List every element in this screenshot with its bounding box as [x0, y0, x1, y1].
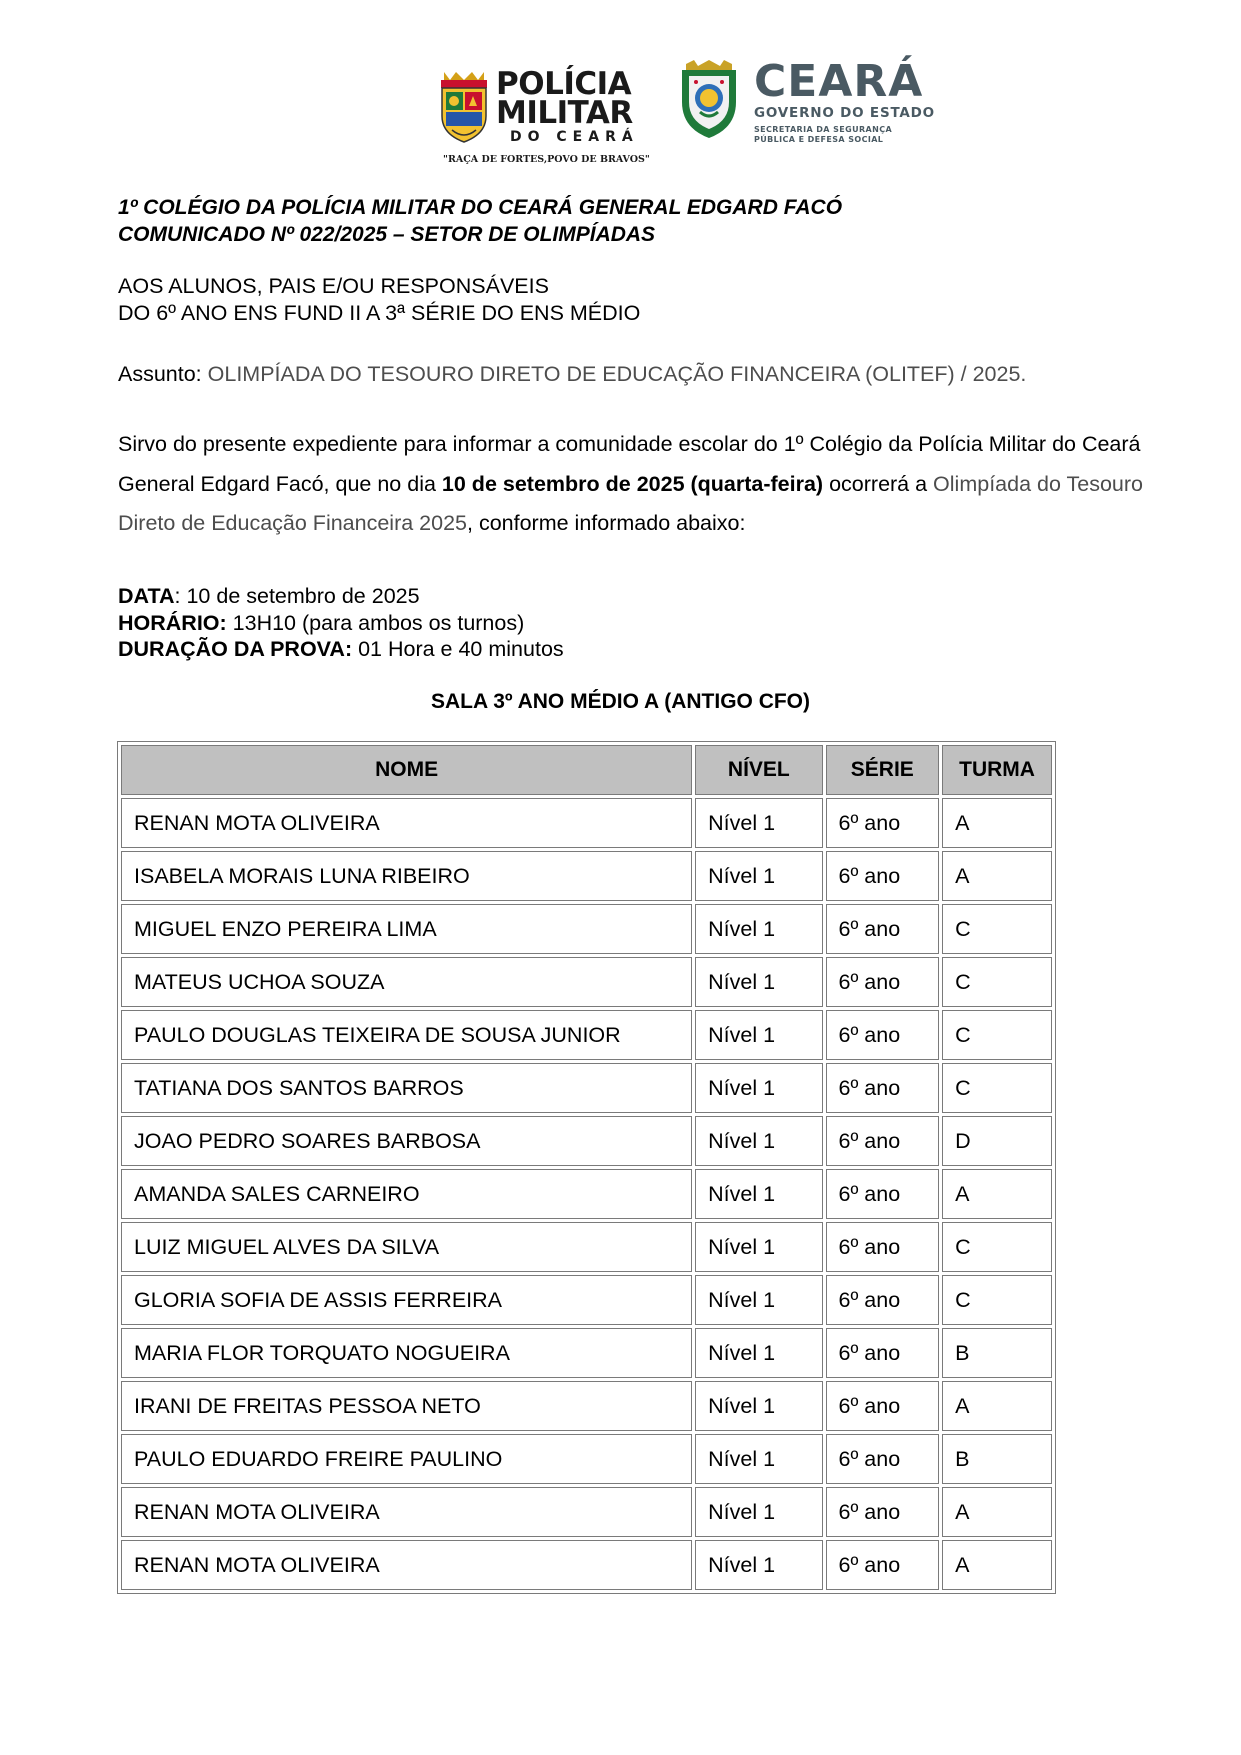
- pm-logo-motto: "RAÇA DE FORTES,POVO DE BRAVOS": [443, 154, 650, 165]
- cell-serie: 6º ano: [826, 1063, 940, 1113]
- ceara-wordmark: [754, 58, 935, 145]
- students-table: [117, 741, 1056, 1594]
- cell-turma: C: [942, 1010, 1052, 1060]
- cell-nome: PAULO DOUGLAS TEIXEIRA DE SOUSA JUNIOR: [121, 1010, 692, 1060]
- cell-nivel: Nível 1: [695, 1381, 822, 1431]
- cell-serie: 6º ano: [826, 851, 940, 901]
- cell-nivel: Nível 1: [695, 1222, 822, 1272]
- heading-line2: COMUNICADO Nº 022/2025 – SETOR DE OLIMPÍADAS: [118, 222, 656, 246]
- cell-nome: AMANDA SALES CARNEIRO: [121, 1169, 692, 1219]
- table-row: [121, 1063, 1052, 1113]
- cell-serie: 6º ano: [826, 1487, 940, 1537]
- cell-serie: 6º ano: [826, 1275, 940, 1325]
- cell-turma: A: [942, 798, 1052, 848]
- detail-duracao-value: 01 Hora e 40 minutos: [352, 637, 564, 661]
- table-row: [121, 1169, 1052, 1219]
- cell-nome: ISABELA MORAIS LUNA RIBEIRO: [121, 851, 692, 901]
- cell-nivel: Nível 1: [695, 1010, 822, 1060]
- cell-nome: MIGUEL ENZO PEREIRA LIMA: [121, 904, 692, 954]
- header-logos: [0, 58, 1241, 168]
- cell-turma: B: [942, 1328, 1052, 1378]
- cell-serie: 6º ano: [826, 1222, 940, 1272]
- paragraph-date: 10 de setembro de 2025 (quarta-feira): [441, 471, 824, 496]
- table-row: [121, 1540, 1052, 1590]
- table-row: [121, 1010, 1052, 1060]
- table-row: [121, 798, 1052, 848]
- body-paragraph: [118, 425, 1198, 544]
- cell-turma: C: [942, 1063, 1052, 1113]
- cell-serie: 6º ano: [826, 1328, 940, 1378]
- policia-militar-wordmark: [496, 66, 639, 145]
- cell-serie: 6º ano: [826, 1434, 940, 1484]
- cell-nivel: Nível 1: [695, 1540, 822, 1590]
- cell-nome: RENAN MOTA OLIVEIRA: [121, 1540, 692, 1590]
- cell-turma: A: [942, 1169, 1052, 1219]
- cell-nome: MARIA FLOR TORQUATO NOGUEIRA: [121, 1328, 692, 1378]
- cell-nivel: Nível 1: [695, 957, 822, 1007]
- cell-serie: 6º ano: [826, 904, 940, 954]
- exam-details: [118, 583, 564, 663]
- table-row: [121, 1222, 1052, 1272]
- cell-nivel: Nível 1: [695, 798, 822, 848]
- recipients-line2: DO 6º ANO ENS FUND II A 3ª SÉRIE DO ENS MÉDIO: [118, 300, 641, 325]
- cell-serie: 6º ano: [826, 1381, 940, 1431]
- document-heading: [118, 195, 842, 248]
- cell-turma: C: [942, 904, 1052, 954]
- pm-logo-line2: MILITAR: [496, 95, 633, 131]
- cell-nome: IRANI DE FREITAS PESSOA NETO: [121, 1381, 692, 1431]
- cell-serie: 6º ano: [826, 1010, 940, 1060]
- detail-data: [118, 583, 564, 610]
- cell-turma: C: [942, 1275, 1052, 1325]
- cell-nome: RENAN MOTA OLIVEIRA: [121, 1487, 692, 1537]
- detail-data-label: DATA: [118, 584, 175, 608]
- cell-turma: A: [942, 851, 1052, 901]
- cell-serie: 6º ano: [826, 957, 940, 1007]
- table-row: [121, 851, 1052, 901]
- cell-nome: GLORIA SOFIA DE ASSIS FERREIRA: [121, 1275, 692, 1325]
- pm-logo-line1: POLÍCIA: [496, 66, 632, 102]
- cell-nome: RENAN MOTA OLIVEIRA: [121, 798, 692, 848]
- cell-nivel: Nível 1: [695, 1275, 822, 1325]
- cell-nivel: Nível 1: [695, 851, 822, 901]
- cell-turma: D: [942, 1116, 1052, 1166]
- table-title: SALA 3º ANO MÉDIO A (ANTIGO CFO): [430, 690, 811, 713]
- cell-turma: A: [942, 1487, 1052, 1537]
- paragraph-part3: , conforme informado abaixo:: [467, 511, 746, 535]
- table-row: [121, 1328, 1052, 1378]
- cell-turma: B: [942, 1434, 1052, 1484]
- ceara-crest-icon: [676, 58, 742, 140]
- cell-nivel: Nível 1: [695, 1169, 822, 1219]
- table-row: [121, 904, 1052, 954]
- table-row: [121, 1116, 1052, 1166]
- ceara-logo-subtitle: GOVERNO DO ESTADO: [754, 105, 935, 121]
- header-nivel: NÍVEL: [695, 745, 822, 795]
- subject-text: OLIMPÍADA DO TESOURO DIRETO DE EDUCAÇÃO FINANCEIRA (OLITEF) / 2025.: [207, 362, 1027, 386]
- table-row: [121, 1381, 1052, 1431]
- cell-nivel: Nível 1: [695, 1434, 822, 1484]
- recipients-line1: AOS ALUNOS, PAIS E/OU RESPONSÁVEIS: [118, 274, 549, 298]
- policia-militar-logo: [438, 66, 650, 170]
- detail-horario-label: HORÁRIO:: [118, 610, 227, 635]
- cell-nome: LUIZ MIGUEL ALVES DA SILVA: [121, 1222, 692, 1272]
- ceara-logo-secretaria-line2: PÚBLICA E DEFESA SOCIAL: [754, 135, 884, 144]
- cell-nome: TATIANA DOS SANTOS BARROS: [121, 1063, 692, 1113]
- cell-turma: C: [942, 1222, 1052, 1272]
- cell-serie: 6º ano: [826, 798, 940, 848]
- header-serie: SÉRIE: [826, 745, 940, 795]
- table-body: [121, 798, 1052, 1590]
- recipients: [118, 273, 640, 326]
- detail-duracao-label: DURAÇÃO DA PROVA:: [118, 637, 353, 661]
- heading-line1: 1º COLÉGIO DA POLÍCIA MILITAR DO CEARÁ GENERAL EDGARD FACÓ: [118, 196, 843, 219]
- table-row: [121, 1487, 1052, 1537]
- cell-serie: 6º ano: [826, 1169, 940, 1219]
- policia-militar-crest-icon: [438, 70, 490, 144]
- detail-horario: [118, 610, 564, 637]
- ceara-logo-title: CEARÁ: [754, 56, 924, 107]
- paragraph-part2: ocorrerá a: [823, 471, 934, 496]
- cell-turma: A: [942, 1381, 1052, 1431]
- cell-serie: 6º ano: [826, 1540, 940, 1590]
- table-row: [121, 1434, 1052, 1484]
- cell-nivel: Nível 1: [695, 1063, 822, 1113]
- subject-label: Assunto:: [118, 362, 208, 386]
- cell-nome: PAULO EDUARDO FREIRE PAULINO: [121, 1434, 692, 1484]
- cell-serie: 6º ano: [826, 1116, 940, 1166]
- cell-nivel: Nível 1: [695, 904, 822, 954]
- subject: [118, 361, 1026, 388]
- cell-turma: C: [942, 957, 1052, 1007]
- pm-logo-line3: DO CEARÁ: [510, 129, 639, 145]
- detail-horario-value: 13H10 (para ambos os turnos): [226, 610, 525, 635]
- table-row: [121, 957, 1052, 1007]
- paragraph-olympiad-name: Olimpíada do Tesouro Direto de Educação Financeira 2025: [118, 471, 1143, 535]
- ceara-logo-secretaria: [754, 125, 935, 145]
- table-row: [121, 1275, 1052, 1325]
- cell-nivel: Nível 1: [695, 1328, 822, 1378]
- header-turma: TURMA: [942, 745, 1052, 795]
- detail-duracao: [118, 636, 564, 663]
- ceara-logo-secretaria-line1: SECRETARIA DA SEGURANÇA: [754, 125, 893, 134]
- cell-turma: A: [942, 1540, 1052, 1590]
- detail-data-value: : 10 de setembro de 2025: [174, 584, 420, 608]
- cell-nome: MATEUS UCHOA SOUZA: [121, 957, 692, 1007]
- cell-nivel: Nível 1: [695, 1487, 822, 1537]
- cell-nivel: Nível 1: [695, 1116, 822, 1166]
- table-header-row: [121, 745, 1052, 795]
- ceara-logo: [676, 58, 966, 168]
- header-nome: NOME: [121, 745, 692, 795]
- cell-nome: JOAO PEDRO SOARES BARBOSA: [121, 1116, 692, 1166]
- paragraph-part1: Sirvo do presente expediente para informar a comunidade escolar do 1º Colégio da Polícia Militar do Ceará General Edgard Facó, que no dia: [118, 432, 1141, 496]
